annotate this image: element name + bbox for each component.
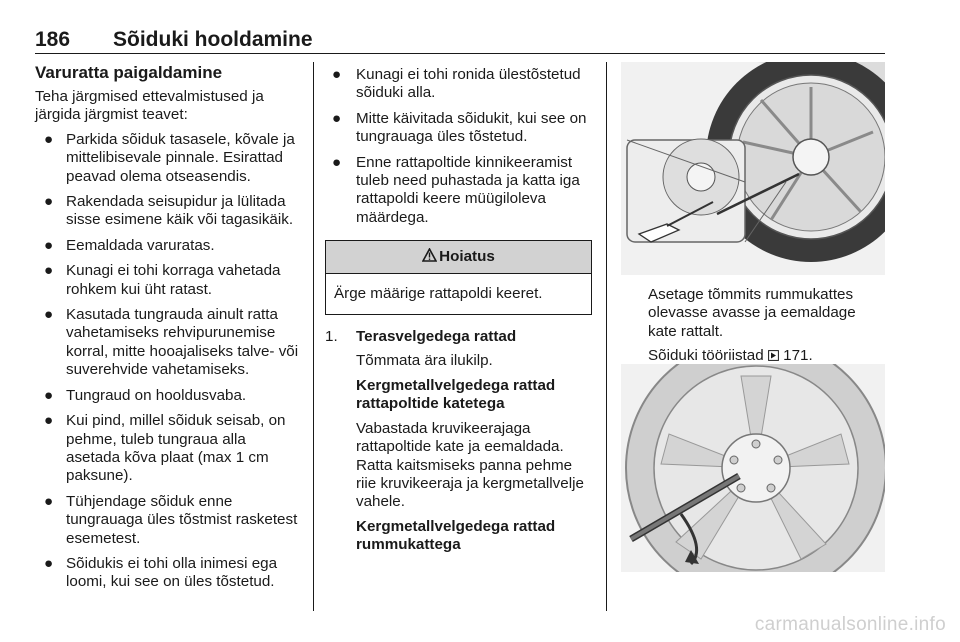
step-text: Tõmmata ära ilukilp. <box>356 352 493 370</box>
list-item: ● Kasutada tungrauda ainult ratta vahetamiseks rehvipurunemise korral, mitte hooajaliseks talve- või suverehvide vahetamiseks. <box>44 306 299 379</box>
list-item: ● Kunagi ei tohi ronida ülestõstetud sõiduki alla. <box>332 66 581 102</box>
reference-arrow-icon <box>768 350 779 361</box>
bullet-icon: ● <box>332 66 342 83</box>
step-subheading: Kergmetallvelgedega rattad rattapoltide katetega <box>356 376 556 413</box>
list-item: ● Kunagi ei tohi korraga vahetada rohkem kui üht ratast. <box>44 262 281 298</box>
page-header-title: Sõiduki hooldamine <box>113 28 313 51</box>
alloy-wheel-hub-cap-illustration <box>621 364 885 572</box>
watermark: carmanualsonline.info <box>754 614 946 635</box>
column-3 <box>648 286 888 372</box>
preparation-list <box>35 131 303 592</box>
step-number: 1. <box>325 328 338 346</box>
bullet-icon: ● <box>44 193 54 211</box>
step-subheading: Kergmetallvelgedega rattad rummukattega <box>356 517 556 554</box>
intro-text: Teha järgmised ettevalmistused ja järgida järgmist teavet: <box>35 88 264 124</box>
bullet-icon: ● <box>44 492 54 510</box>
list-item: ● Parkida sõiduk tasasele, kõvale ja mittelibisevale pinnale. Esirattad peavad olema otseasendis. <box>44 130 295 185</box>
list-item: ● Mitte käivitada sõidukit, kui see on tungrauaga üles tõstetud. <box>332 109 587 146</box>
list-item: ● Rakendada seisupidur ja lülitada sisse esimene käik või tagasikäik. <box>44 193 294 229</box>
bullet-icon: ● <box>44 412 54 430</box>
bullet-icon: ● <box>44 236 54 254</box>
bullet-icon: ● <box>44 262 54 280</box>
step-text: Vabastada kruvikeerajaga rattapoltide kate ja eemaldada. Ratta kaitsmiseks panna pehme riie kruvikeeraja ja kergmetallvelje vahele. <box>356 419 584 511</box>
column-divider <box>606 62 607 611</box>
warning-text: Ärge määrige rattapoldi keeret. <box>334 284 543 302</box>
bullet-icon: ● <box>44 306 54 324</box>
column-1 <box>35 62 303 599</box>
list-item: ● Tühjendage sõiduk enne tungrauaga üles tõstmist rasketest esemetest. <box>44 492 298 547</box>
safety-list <box>325 66 593 227</box>
step-1 <box>325 328 593 554</box>
page-number: 186 <box>35 28 71 51</box>
instruction-text: Asetage tõmmits rummukattes olevasse avasse ja eemaldage kate rattalt. <box>648 286 856 340</box>
warning-triangle-icon <box>422 248 437 262</box>
bullet-icon: ● <box>44 130 54 148</box>
warning-title: Hoiatus <box>439 248 495 266</box>
column-divider <box>313 62 314 611</box>
bullet-icon: ● <box>44 554 54 572</box>
warning-box <box>325 240 592 315</box>
list-item: ● Tungraud on hooldusvaba. <box>44 386 247 404</box>
list-item: ● Enne rattapoltide kinnikeeramist tuleb need puhastada ja katta iga rattapoldi keere müügiloleva määrdega. <box>332 153 580 226</box>
list-item: ● Eemaldada varuratas. <box>44 236 215 254</box>
cross-reference: Sõiduki tööriistad 171. <box>648 347 813 365</box>
warning-header <box>326 241 591 273</box>
bullet-icon: ● <box>44 386 54 404</box>
bullet-icon: ● <box>332 109 342 127</box>
section-title: Varuratta paigaldamine <box>35 63 223 82</box>
header-rule <box>35 53 885 54</box>
step-heading: Terasvelgedega rattad <box>356 328 517 346</box>
list-item: ● Kui pind, millel sõiduk seisab, on pehme, tuleb tungraua alla asetada kõva plaat (max 1 cm paksune). <box>44 412 286 485</box>
bullet-icon: ● <box>332 153 342 171</box>
column-2 <box>325 66 593 561</box>
hub-cap-removal-illustration <box>621 62 885 275</box>
list-item: ● Sõidukis ei tohi olla inimesi ega loomi, kui see on üles tõstetud. <box>44 554 278 591</box>
